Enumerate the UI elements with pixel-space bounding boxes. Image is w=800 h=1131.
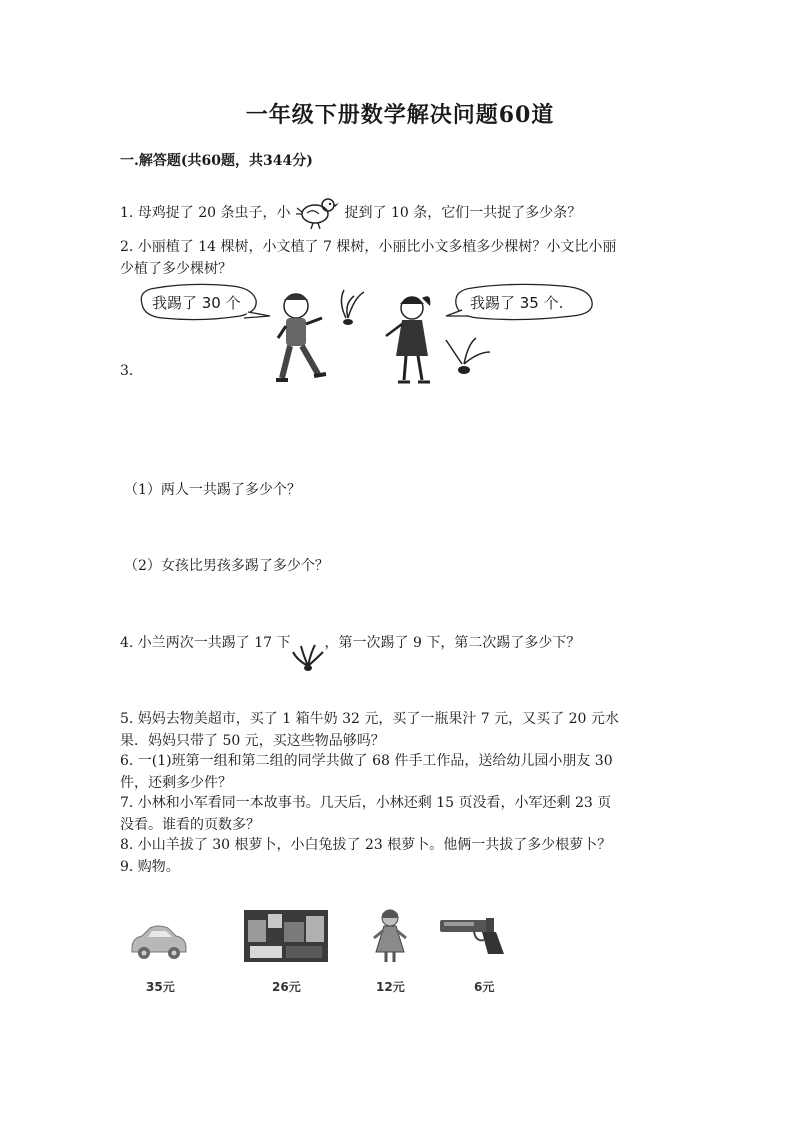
boy-speech-bubble: 我踢了 30 个: [152, 294, 241, 312]
question-6-line-1: 6. 一(1)班第一组和第二组的同学共做了 68 件手工作品，送给幼儿园小朋友 30: [120, 753, 613, 769]
girl-speech-bubble: 我踢了 35 个.: [470, 294, 564, 312]
question-1: [120, 196, 581, 230]
question-2: [120, 236, 616, 280]
price-toy-gun: 6元: [474, 980, 495, 994]
question-8: [120, 834, 611, 856]
question-5: [120, 708, 619, 752]
question-8-line-1: 8. 小山羊拔了 30 根萝卜，小白兔拔了 23 根萝卜。他俩一共拔了多少根萝卜？: [120, 837, 612, 853]
question-2-line-2: 少植了多少棵树？: [120, 261, 232, 277]
question-9-line-1: 9. 购物。: [120, 859, 180, 875]
chick-icon: [295, 196, 341, 230]
kicking-illustration: [132, 282, 600, 392]
question-3-number: 3.: [120, 363, 134, 379]
question-7-line-2: 没看。谁看的页数多？: [120, 817, 260, 833]
question-3-sub-2: （2）女孩比男孩多踢了多少个？: [124, 558, 329, 574]
question-2-line-1: 2. 小丽植了 14 棵树，小文植了 7 棵树，小丽比小文多植多少棵树？小文比小丽: [120, 239, 617, 255]
question-6: [120, 750, 613, 794]
page-title: 一年级下册数学解决问题60道: [245, 102, 555, 128]
price-building-blocks: 26元: [272, 980, 301, 994]
question-1-text-after: 捉到了 10 条，它们一共捉了多少条？: [344, 205, 582, 221]
question-7: [120, 792, 611, 836]
price-doll: 12元: [376, 980, 405, 994]
doll-icon: [370, 908, 410, 964]
question-7-line-1: 7. 小林和小军看同一本故事书。几天后，小林还剩 15 页没看，小军还剩 23 页: [120, 795, 612, 811]
toy-car-icon: [128, 922, 190, 962]
question-1-text-before: 1. 母鸡捉了 20 条虫子，小: [120, 205, 291, 221]
question-5-line-2: 果．妈妈只带了 50 元，买这些物品够吗？: [120, 733, 385, 749]
question-6-line-2: 件，还剩多少件？: [120, 775, 232, 791]
question-3-sub-1: （1）两人一共踢了多少个？: [124, 482, 301, 498]
question-5-line-1: 5. 妈妈去物美超市，买了 1 箱牛奶 32 元，买了一瓶果汁 7 元，又买了 20 元水: [120, 711, 619, 727]
question-4: [120, 632, 580, 662]
question-9: [120, 856, 180, 878]
building-blocks-icon: [244, 910, 328, 962]
toy-gun-icon: [438, 914, 508, 958]
shuttlecock-icon: [291, 642, 325, 672]
question-4-text-before: 4. 小兰两次一共踢了 17 下: [120, 635, 291, 651]
question-4-text-after: ，第一次踢了 9 下，第二次踢了多少下？: [324, 635, 581, 651]
price-toy-car: 35元: [146, 980, 175, 994]
section-heading: 一.解答题(共60题，共344分): [120, 153, 313, 169]
